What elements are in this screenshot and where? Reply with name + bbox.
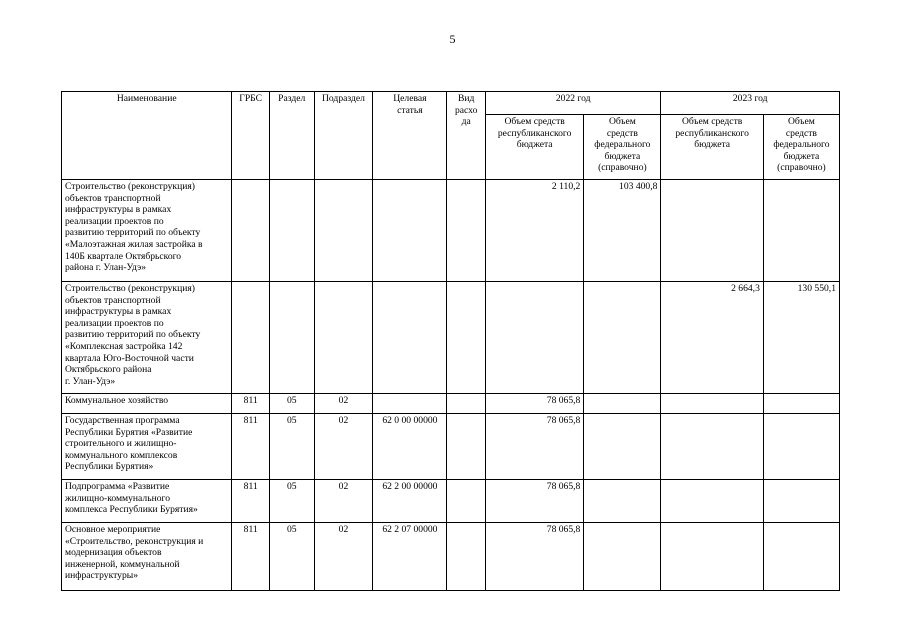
row-2022-federal bbox=[584, 414, 661, 480]
table-row bbox=[62, 282, 840, 394]
row-razdel bbox=[269, 282, 314, 394]
row-2022-federal bbox=[584, 480, 661, 523]
row-expense-type bbox=[447, 414, 486, 480]
row-razdel bbox=[269, 180, 314, 282]
header-podrazdel: Подраздел bbox=[314, 92, 373, 180]
row-2023-federal bbox=[763, 180, 839, 282]
row-razdel: 05 bbox=[269, 394, 314, 414]
row-expense-type bbox=[447, 282, 486, 394]
row-2023-republican bbox=[661, 523, 763, 591]
row-2022-republican: 78 065,8 bbox=[485, 414, 583, 480]
row-grbs bbox=[232, 282, 270, 394]
header-expense-type: Вид расхо да bbox=[447, 92, 486, 180]
table-row bbox=[62, 394, 840, 414]
table-row bbox=[62, 480, 840, 523]
row-name: Строительство (реконструкция) объектов транспортной инфраструктуры в рамках реализации проектов по развитию территорий по объекту «Малоэтажная жилая застройка в 140Б квартале Октябрьского района г. Улан-Удэ» bbox=[62, 180, 232, 282]
row-grbs: 811 bbox=[232, 414, 270, 480]
row-2023-federal bbox=[763, 414, 839, 480]
row-grbs bbox=[232, 180, 270, 282]
header-name: Наименование bbox=[62, 92, 232, 180]
row-podrazdel: 02 bbox=[314, 480, 373, 523]
row-target-article: 62 0 00 00000 bbox=[373, 414, 447, 480]
row-podrazdel bbox=[314, 282, 373, 394]
header-razdel: Раздел bbox=[269, 92, 314, 180]
row-2022-federal: 103 400,8 bbox=[584, 180, 661, 282]
table-row bbox=[62, 180, 840, 282]
header-2023-republican-budget: Объем средств республиканского бюджета bbox=[661, 115, 763, 180]
row-name: Строительство (реконструкция) объектов транспортной инфраструктуры в рамках реализации проектов по развитию территорий по объекту «Комплексная застройка 142 квартала Юго-Восточной части Октябрьского района г. Улан-Удэ» bbox=[62, 282, 232, 394]
row-grbs: 811 bbox=[232, 394, 270, 414]
row-podrazdel: 02 bbox=[314, 414, 373, 480]
table-row bbox=[62, 414, 840, 480]
row-name: Основное мероприятие «Строительство, реконструкция и модернизация объектов инженерной, коммунальной инфраструктуры» bbox=[62, 523, 232, 591]
row-2022-federal bbox=[584, 282, 661, 394]
row-2023-republican bbox=[661, 180, 763, 282]
row-2022-republican bbox=[485, 282, 583, 394]
row-2023-federal bbox=[763, 394, 839, 414]
budget-table bbox=[61, 91, 840, 591]
row-expense-type bbox=[447, 523, 486, 591]
row-name: Государственная программа Республики Бурятия «Развитие строительного и жилищно- коммунального комплексов Республики Бурятия» bbox=[62, 414, 232, 480]
row-podrazdel bbox=[314, 180, 373, 282]
header-target-article: Целевая статья bbox=[373, 92, 447, 180]
row-grbs: 811 bbox=[232, 523, 270, 591]
row-podrazdel: 02 bbox=[314, 394, 373, 414]
row-2022-federal bbox=[584, 523, 661, 591]
row-target-article bbox=[373, 180, 447, 282]
row-target-article bbox=[373, 394, 447, 414]
row-name: Коммунальное хозяйство bbox=[62, 394, 232, 414]
row-2022-republican: 78 065,8 bbox=[485, 523, 583, 591]
row-razdel: 05 bbox=[269, 414, 314, 480]
row-name: Подпрограмма «Развитие жилищно-коммунального комплекса Республики Бурятия» bbox=[62, 480, 232, 523]
row-2022-federal bbox=[584, 394, 661, 414]
row-expense-type bbox=[447, 180, 486, 282]
row-grbs: 811 bbox=[232, 480, 270, 523]
table-row bbox=[62, 523, 840, 591]
row-target-article: 62 2 07 00000 bbox=[373, 523, 447, 591]
header-year-2022: 2022 год bbox=[485, 92, 660, 115]
row-razdel: 05 bbox=[269, 523, 314, 591]
row-2022-republican: 78 065,8 bbox=[485, 394, 583, 414]
row-2023-federal: 130 550,1 bbox=[763, 282, 839, 394]
row-2023-federal bbox=[763, 480, 839, 523]
row-expense-type bbox=[447, 394, 486, 414]
header-2023-federal-budget: Объем средств федерального бюджета (справочно) bbox=[763, 115, 839, 180]
row-target-article bbox=[373, 282, 447, 394]
row-2022-republican: 78 065,8 bbox=[485, 480, 583, 523]
row-2023-republican bbox=[661, 394, 763, 414]
row-2023-republican bbox=[661, 414, 763, 480]
header-2022-federal-budget: Объем средств федерального бюджета (справочно) bbox=[584, 115, 661, 180]
row-2023-republican: 2 664,3 bbox=[661, 282, 763, 394]
row-2023-federal bbox=[763, 523, 839, 591]
header-grbs: ГРБС bbox=[232, 92, 270, 180]
header-2022-republican-budget: Объем средств республиканского бюджета bbox=[485, 115, 583, 180]
row-2023-republican bbox=[661, 480, 763, 523]
row-podrazdel: 02 bbox=[314, 523, 373, 591]
row-expense-type bbox=[447, 480, 486, 523]
header-year-2023: 2023 год bbox=[661, 92, 840, 115]
row-razdel: 05 bbox=[269, 480, 314, 523]
row-2022-republican: 2 110,2 bbox=[485, 180, 583, 282]
page-number: 5 bbox=[449, 32, 456, 46]
row-target-article: 62 2 00 00000 bbox=[373, 480, 447, 523]
